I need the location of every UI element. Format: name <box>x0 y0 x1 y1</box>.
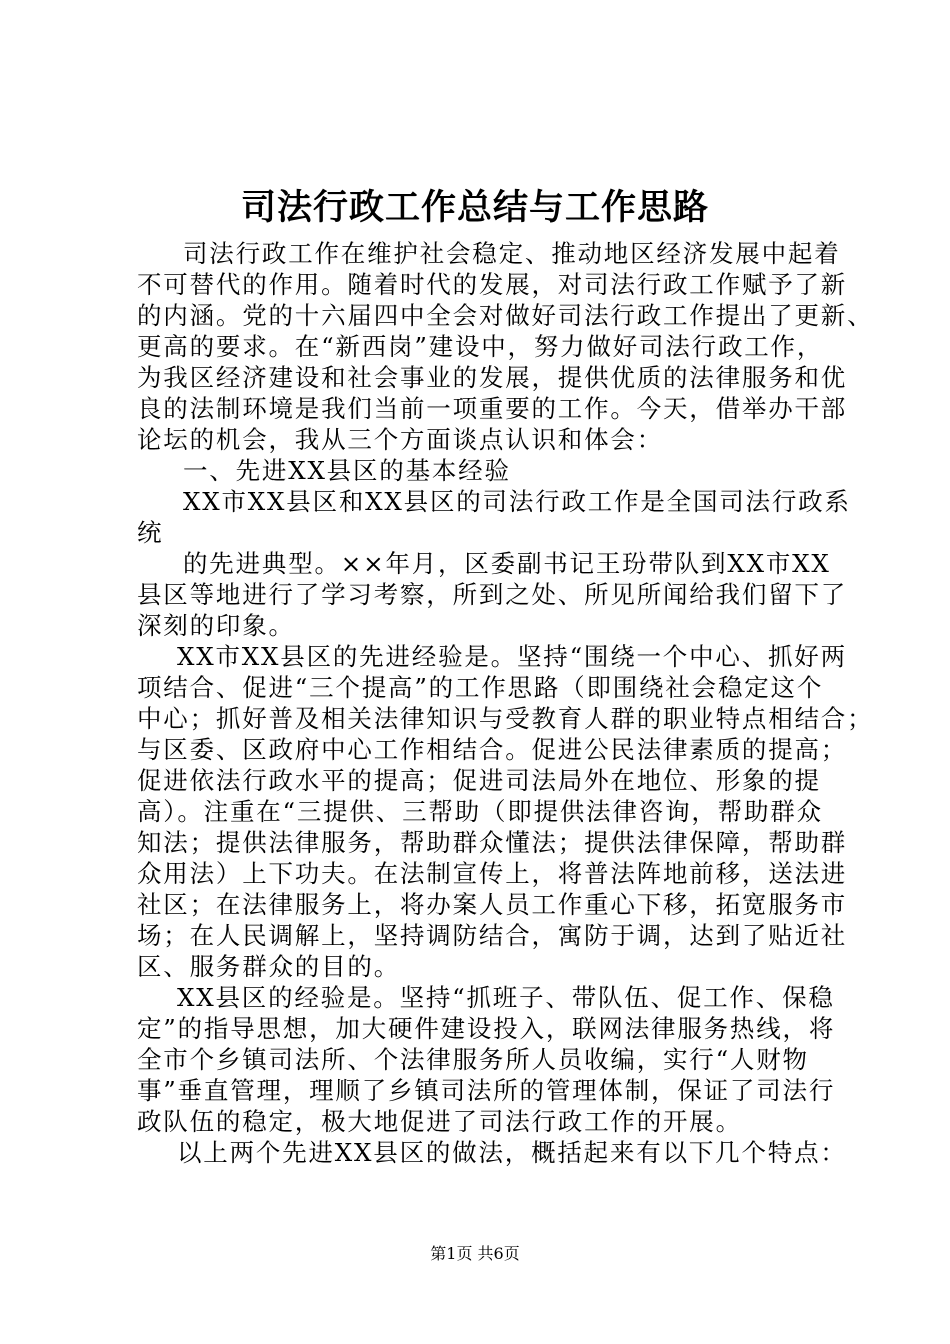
text-line: 不可替代的作用。随着时代的发展，对司法行政工作赋予了新 <box>137 270 848 299</box>
text-line: 全市个乡镇司法所、个法律服务所人员收编，实行“人财物 <box>137 1045 809 1074</box>
text-line: 中心；抓好普及相关法律知识与受教育人群的职业特点相结合； <box>137 704 874 733</box>
text-line: 与区委、区政府中心工作相结合。促进公民法律素质的提高； <box>137 735 848 764</box>
text-line: 场；在人民调解上，坚持调防结合，寓防于调，达到了贴近社 <box>137 921 848 950</box>
text-line: 高）。注重在“三提供、三帮助（即提供法律咨询，帮助群众 <box>137 797 823 826</box>
text-line: 为我区经济建设和社会事业的发展，提供优质的法律服务和优 <box>137 363 848 392</box>
text-line: 良的法制环境是我们当前一项重要的工作。今天，借举办干部 <box>137 394 848 423</box>
text-line: 司法行政工作在维护社会稳定、推动地区经济发展中起着 <box>183 239 841 268</box>
text-line: 县区等地进行了学习考察，所到之处、所见所闻给我们留下了 <box>137 580 848 609</box>
text-line: 促进依法行政水平的提高；促进司法局外在地位、形象的提 <box>137 766 821 795</box>
text-line: 论坛的机会，我从三个方面谈点认识和体会： <box>137 425 663 454</box>
document-body <box>137 238 874 1168</box>
text-line: 知法；提供法律服务，帮助群众懂法；提供法律保障，帮助群 <box>137 828 848 857</box>
text-line: XX市XX县区的先进经验是。坚持“围绕一个中心、抓好两 <box>177 642 847 671</box>
text-line: XX市XX县区和XX县区的司法行政工作是全国司法行政系 <box>183 487 851 516</box>
text-line: 更高的要求。在“新西岗”建设中，努力做好司法行政工作， <box>137 332 824 361</box>
text-line: 的内涵。党的十六届四中全会对做好司法行政工作提出了更新、 <box>137 301 874 330</box>
section-heading: 一、先进XX县区的基本经验 <box>183 456 511 485</box>
text-line: 以上两个先进XX县区的做法，概括起来有以下几个特点： <box>177 1138 847 1167</box>
text-line: 众用法）上下功夫。在法制宣传上，将普法阵地前移，送法进 <box>137 859 848 888</box>
document-title: 司法行政工作总结与工作思路 <box>240 187 709 228</box>
page-number-footer: 第1页 共6页 <box>430 1244 520 1263</box>
text-line: 深刻的印象。 <box>137 611 295 640</box>
text-line: 定”的指导思想，加大硬件建设投入，联网法律服务热线，将 <box>137 1014 836 1043</box>
text-line: 政队伍的稳定，极大地促进了司法行政工作的开展。 <box>137 1107 742 1136</box>
text-line: XX县区的经验是。坚持“抓班子、带队伍、促工作、保稳 <box>177 983 835 1012</box>
text-line: 统 <box>137 518 164 547</box>
text-line: 社区；在法律服务上，将办案人员工作重心下移，拓宽服务市 <box>137 890 848 919</box>
text-line: 项结合、促进“三个提高”的工作思路（即围绕社会稳定这个 <box>137 673 824 702</box>
text-line: 区、服务群众的目的。 <box>137 952 400 981</box>
text-line: 的先进典型。××年月，区委副书记王玢带队到XX市XX <box>183 549 831 578</box>
text-line: 事”垂直管理，理顺了乡镇司法所的管理体制，保证了司法行 <box>137 1076 836 1105</box>
